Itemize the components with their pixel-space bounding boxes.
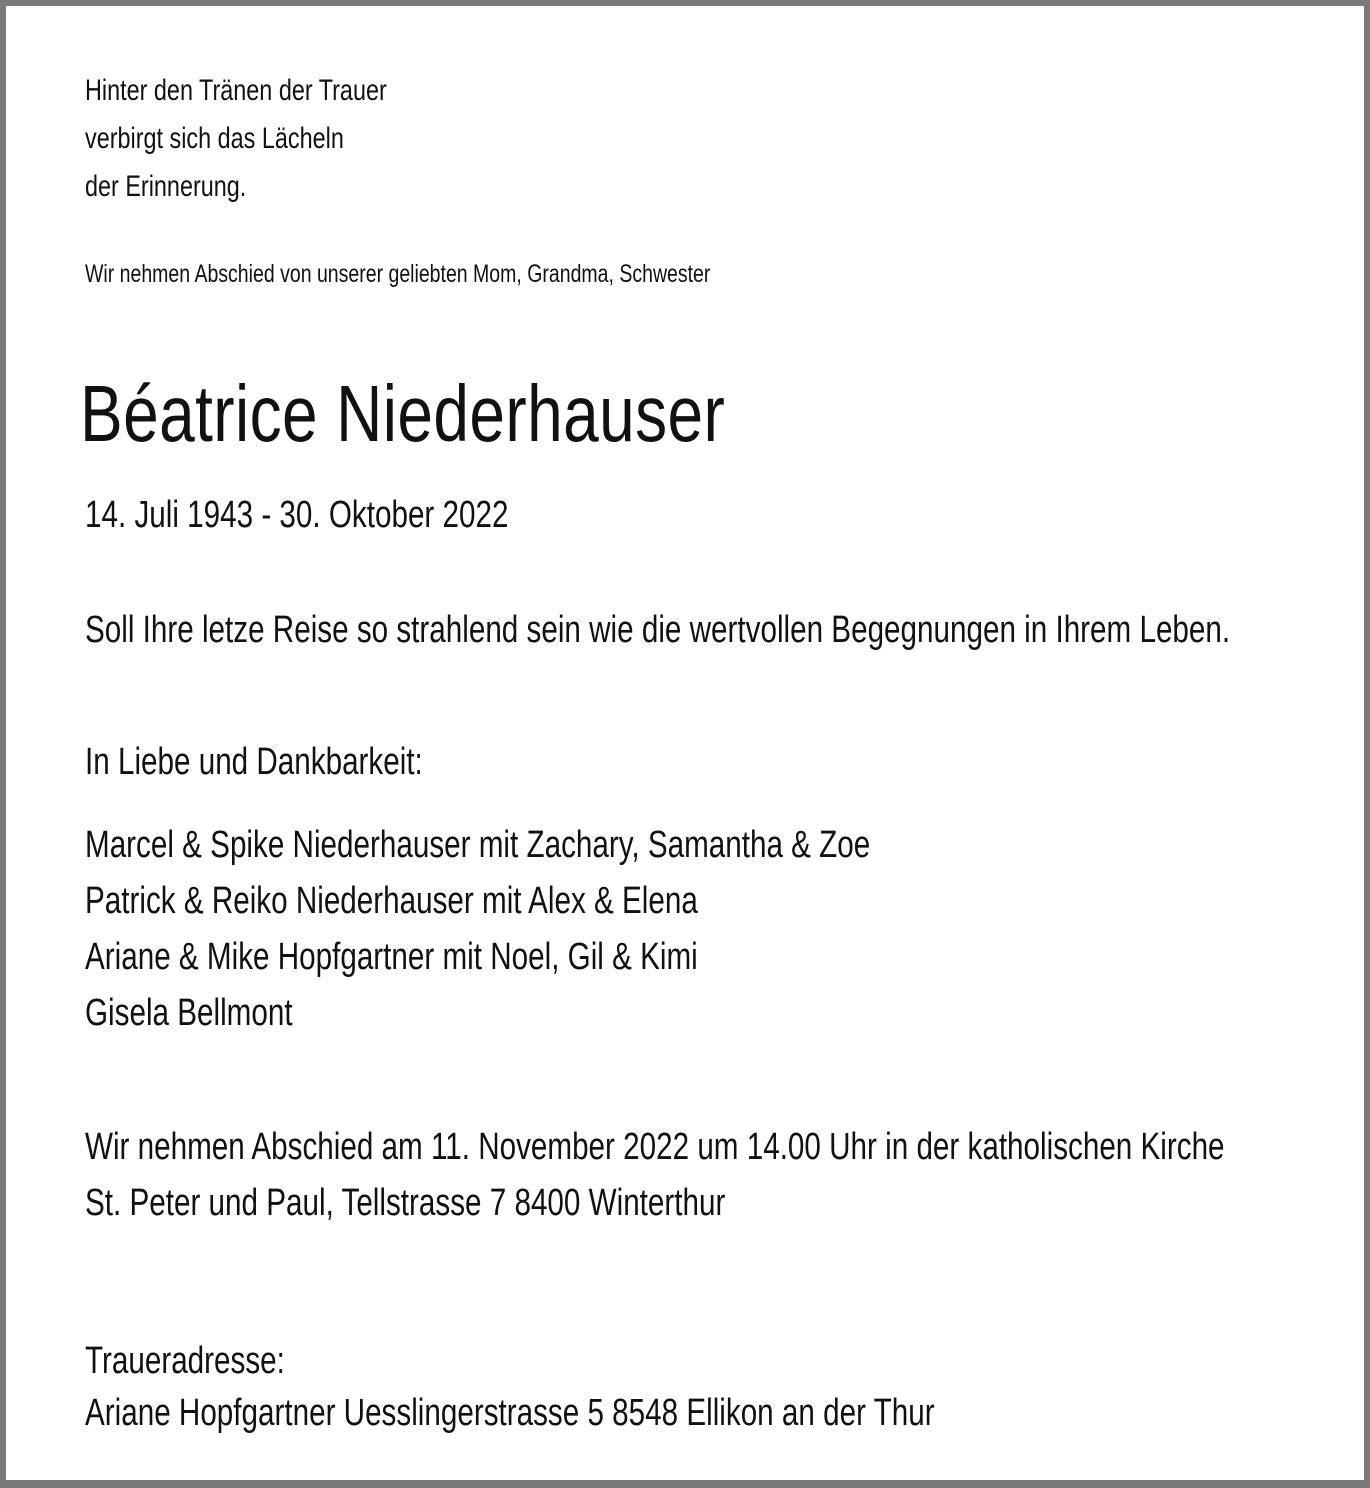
motto-line: verbirgt sich das Lächeln bbox=[85, 122, 344, 155]
service-line: Wir nehmen Abschied am 11. November 2022 um 14.00 Uhr in der katholischen Kirche bbox=[85, 1126, 1225, 1168]
mourner-line: Marcel & Spike Niederhauser mit Zachary, Samantha & Zoe bbox=[85, 824, 871, 866]
mourner-line: Gisela Bellmont bbox=[85, 992, 293, 1034]
mourner-line: Ariane & Mike Hopfgartner mit Noel, Gil & Kimi bbox=[85, 936, 698, 978]
service-line: St. Peter und Paul, Tellstrasse 7 8400 Winterthur bbox=[85, 1182, 726, 1224]
wish-text: Soll Ihre letze Reise so strahlend sein wie die wertvollen Begegnungen in Ihrem Leben. bbox=[85, 609, 1231, 651]
intro-text: Wir nehmen Abschied von unserer geliebten Mom, Grandma, Schwester bbox=[85, 260, 711, 288]
deceased-name: Béatrice Niederhauser bbox=[80, 369, 726, 458]
motto-line: der Erinnerung. bbox=[85, 170, 247, 203]
mourner-line: Patrick & Reiko Niederhauser mit Alex & Elena bbox=[85, 880, 698, 922]
address-heading: Traueradresse: bbox=[85, 1340, 285, 1382]
mourners-heading: In Liebe und Dankbarkeit: bbox=[85, 741, 423, 783]
motto-line: Hinter den Tränen der Trauer bbox=[85, 74, 387, 107]
mourning-address: Ariane Hopfgartner Uesslingerstrasse 5 8548 Ellikon an der Thur bbox=[85, 1392, 935, 1434]
life-dates: 14. Juli 1943 - 30. Oktober 2022 bbox=[85, 494, 509, 536]
